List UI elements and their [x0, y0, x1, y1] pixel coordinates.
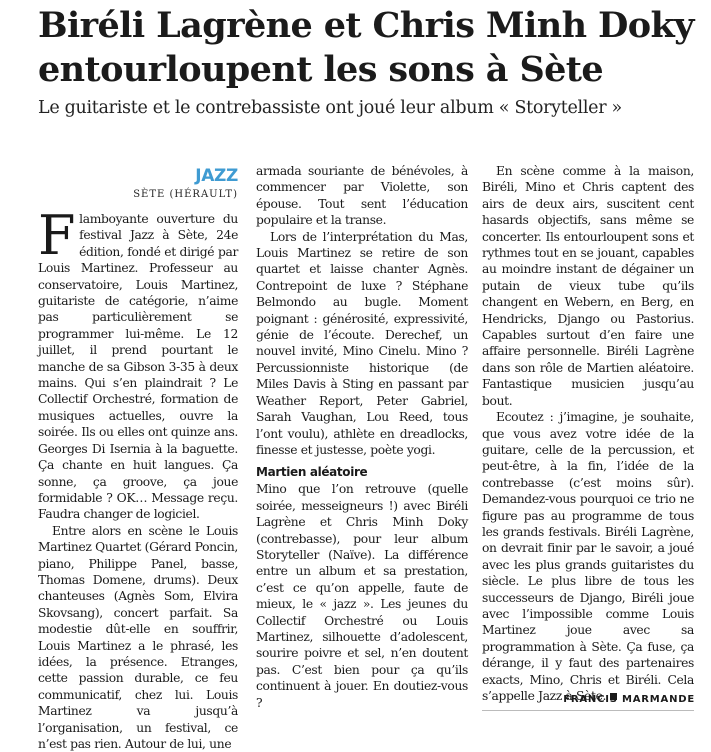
paragraph-1 — [38, 204, 238, 523]
dateline: SÈTE (HÉRAULT) — [133, 189, 238, 200]
drop-cap: F — [38, 204, 76, 267]
headline — [38, 4, 698, 92]
paragraph-1-text: lamboyante ouverture du festival Jazz à Sète, 24e édition, fondé et dirigé par Louis Martinez. Professeur au conservatoire, Louis Martinez, guitariste de catégorie, n’aime pas particulièrement se programmer lui-même. Le 12 juillet, il prend pourtant le manche de sa Gibson 3-35 à deux mains. Qui s’en plaindrait ? Le Collectif Orchestré, formation de musiques actuelles, ouvre la soirée. Ils ou elles ont quinze ans. Georges Di Isernia à la baguette. Ça chante en huit langues. Ça sonne, ça groove, ça joue formidable ? OK… Message reçu. Faudra changer de logiciel. — [38, 212, 238, 522]
headline-line-2: entourloupent les sons à Sète — [38, 49, 604, 90]
paragraph-5: Mino que l’on retrouve (quelle soirée, messeigneurs !) avec Biréli Lagrène et Chris Minh Doky (contrebasse), pour leur album Storyteller (Naïve). La différence entre un album et sa prestation, c’est ce qu’on appelle, faute de mieux, le « jazz ». Les jeunes du Collectif Orchestré ou Louis Martinez, silhouette d’adolescent, sourire poivre et sel, n’en doutent pas. C’est bien pour ça qu’ils continuent à jouer. En doutiez-vous ? — [256, 482, 468, 710]
section-rubric: JAZZ — [195, 166, 238, 186]
headline-line-1: Biréli Lagrène et Chris Minh Doky — [38, 5, 694, 46]
byline: FRANCIS MARMANDE — [563, 694, 695, 705]
paragraph-7-text: Ecoutez : j’imagine, je souhaite, que vous avez votre idée de la guitare, celle de la percussion, et peut-être, à la fin, l’idée de la contrebasse (c’est moins sûr). Demandez-vous pourquoi ce trio ne figure pas au programme de tous les grands festivals. Biréli Lagrène, on devrait finir par le savoir, a joué avec les plus grands guitaristes du siècle. Le plus libre de tous les successeurs de Django, Biréli joue avec l’impossible comme Louis Martinez joue avec sa programmation à Sète. Ça fuse, ça dérange, il y faut des partenaires exacts, Mino, Chris et Biréli. Cela s’appelle Jazz à Sète. — [482, 410, 694, 703]
paragraph-7 — [482, 409, 694, 704]
paragraph-3: armada souriante de bénévoles, à commencer par Violette, son épouse. Tout sent l’éducation populaire et la transe. — [256, 164, 468, 228]
paragraph-4: Lors de l’interprétation du Mas, Louis Martinez se retire de son quartet et laisse chanter Agnès. Contrepoint de luxe ? Stéphane Belmondo au bugle. Moment poignant : générosité, expressivité, génie de l’écoute. Derechef, un nouvel invité, Mino Cinelu. Mino ? Percussionniste historique (de Miles Davis à Sting en passant par Weather Report, Peter Gabriel, Sarah Vaughan, Lou Reed, tous l’ont voulu), athlète en dreadlocks, finesse et justesse, poète yogi. — [256, 229, 468, 457]
subheadline: Le guitariste et le contrebassiste ont joué leur album « Storyteller » — [38, 98, 622, 118]
column-1 — [38, 166, 238, 752]
column-2 — [256, 163, 468, 711]
paragraph-6: En scène comme à la maison, Biréli, Mino et Chris captent des airs de deux airs, suscitent cent hasards objectifs, sans même se concerter. Ils entourloupent sons et rythmes tout en se jouant, capables au moindre instant de dégainer un putain de vieux tube qu’ils changent en Webern, en Berg, en Hendricks, Django ou Pastorius. Capables surtout d’en faire une affaire personnelle. Biréli Lagrène dans son rôle de Martien aléatoire. Fantastique musicien jusqu’au bout. — [482, 164, 694, 408]
intertitle: Martien aléatoire — [256, 465, 368, 480]
byline-rule — [482, 710, 694, 711]
paragraph-2: Entre alors en scène le Louis Martinez Quartet (Gérard Poncin, piano, Philippe Panel, basse, Thomas Domene, drums). Deux chanteuses (Agnès Som, Elvira Skovsang), concert parfait. Sa modestie dût-elle en souffrir, Louis Martinez a le phrasé, les idées, la présence. Etranges, cette passion durable, ce feu communicatif, chez lui. Louis Martinez va jusqu’à l’organisation, un festival, ce n’est pas rien. Autour de lui, une — [38, 523, 238, 751]
column-3 — [482, 163, 694, 704]
